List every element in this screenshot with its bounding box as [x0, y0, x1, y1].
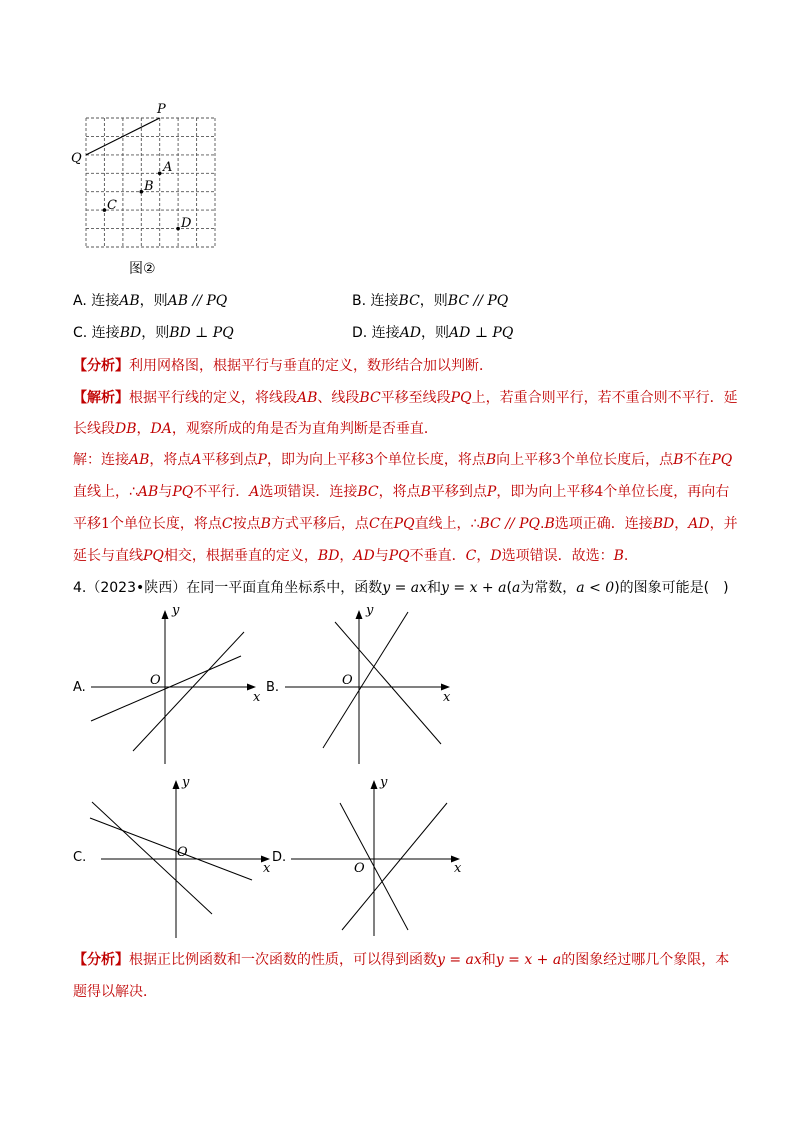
option-d: D. 连接AD，则AD ⊥ PQ [352, 325, 514, 341]
graph-b-y-arrow [356, 610, 363, 619]
analysis-2-line-1: 【分析】根据正比例函数和一次函数的性质，可以得到函数y = ax和y = x + a的图象经过哪几个象限，本 [73, 952, 730, 968]
label-p: P [157, 102, 166, 117]
graph-b-y-label: y [366, 603, 374, 618]
option-a: A. 连接AB，则AB // PQ [73, 293, 228, 309]
graph-a-line-2 [133, 632, 244, 751]
graph-b-x-label: x [443, 690, 451, 705]
option-c: C. 连接BD，则BD ⊥ PQ [73, 325, 234, 341]
analysis-2-line-2: 题得以解决． [73, 984, 157, 1000]
graph-b [280, 598, 460, 768]
graph-a-x-label: x [253, 690, 261, 705]
label-b: B [144, 179, 154, 194]
graph-a [86, 598, 266, 768]
graph-d-y-label: y [380, 775, 388, 790]
graph-d-origin: O [354, 861, 365, 876]
graph-a-origin: O [150, 673, 161, 688]
explanation-line-2: 长线段DB，DA，观察所成的角是否为直角判断是否垂直． [73, 421, 438, 437]
graph-c-y-label: y [182, 775, 190, 790]
graph-c-line-2 [90, 818, 252, 880]
point-d [176, 227, 180, 231]
graph-c-x-label: x [263, 861, 271, 876]
graph-d-option: D. [272, 850, 287, 865]
label-q: Q [71, 151, 82, 166]
graph-a-line-1 [91, 656, 241, 721]
analysis-1: 【分析】利用网格图，根据平行与垂直的定义，数形结合加以判断． [73, 358, 493, 374]
graph-a-y-label: y [172, 603, 180, 618]
graph-b-line-2 [323, 612, 408, 748]
graph-b-option: B. [266, 680, 280, 695]
graph-c-origin: O [177, 845, 188, 860]
option-b: B. 连接BC，则BC // PQ [352, 293, 509, 309]
figure-caption: 图② [129, 261, 156, 277]
label-a: A [163, 160, 173, 175]
label-d: D [181, 216, 192, 231]
explanation-line-1: 【解析】根据平行线的定义，将线段AB、线段BC平移至线段PQ上，若重合则平行，若不重合则不平行．延 [73, 390, 738, 406]
graph-b-origin: O [342, 673, 353, 688]
grid-figure [66, 98, 226, 280]
label-c: C [107, 198, 117, 213]
graph-d-x-label: x [454, 861, 462, 876]
solution-line-1: 解：连接AB，将点A平移到点P，即为向上平移3个单位长度，将点B向上平移3个单位长度后，点B不在PQ [73, 452, 733, 468]
point-a [158, 172, 162, 176]
solution-line-2: 直线上，∴AB与PQ不平行．A选项错误．连接BC，将点B平移到点P，即为向上平移4个单位长度，再向右 [73, 484, 730, 500]
solution-line-3: 平移1个单位长度，将点C按点B方式平移后，点C在PQ直线上，∴BC // PQ.B选项正确．连接BD，AD，并 [73, 516, 738, 532]
graph-c [86, 770, 271, 940]
graph-d-y-arrow [371, 780, 378, 789]
question-4: 4.（2023•陕西）在同一平面直角坐标系中，函数y = ax和y = x + a(a为常数，a < 0)的图象可能是( ) [73, 580, 729, 596]
graph-a-y-arrow [162, 610, 169, 619]
graph-c-option: C. [73, 850, 87, 865]
solution-line-4: 延长与直线PQ相交，根据垂直的定义，BD，AD与PQ不垂直．C，D选项错误．故选：B. [73, 548, 629, 564]
graph-c-y-arrow [173, 780, 180, 789]
graph-d [286, 770, 466, 940]
point-c [103, 208, 107, 212]
graph-a-option: A. [73, 680, 86, 695]
point-b [140, 190, 144, 194]
